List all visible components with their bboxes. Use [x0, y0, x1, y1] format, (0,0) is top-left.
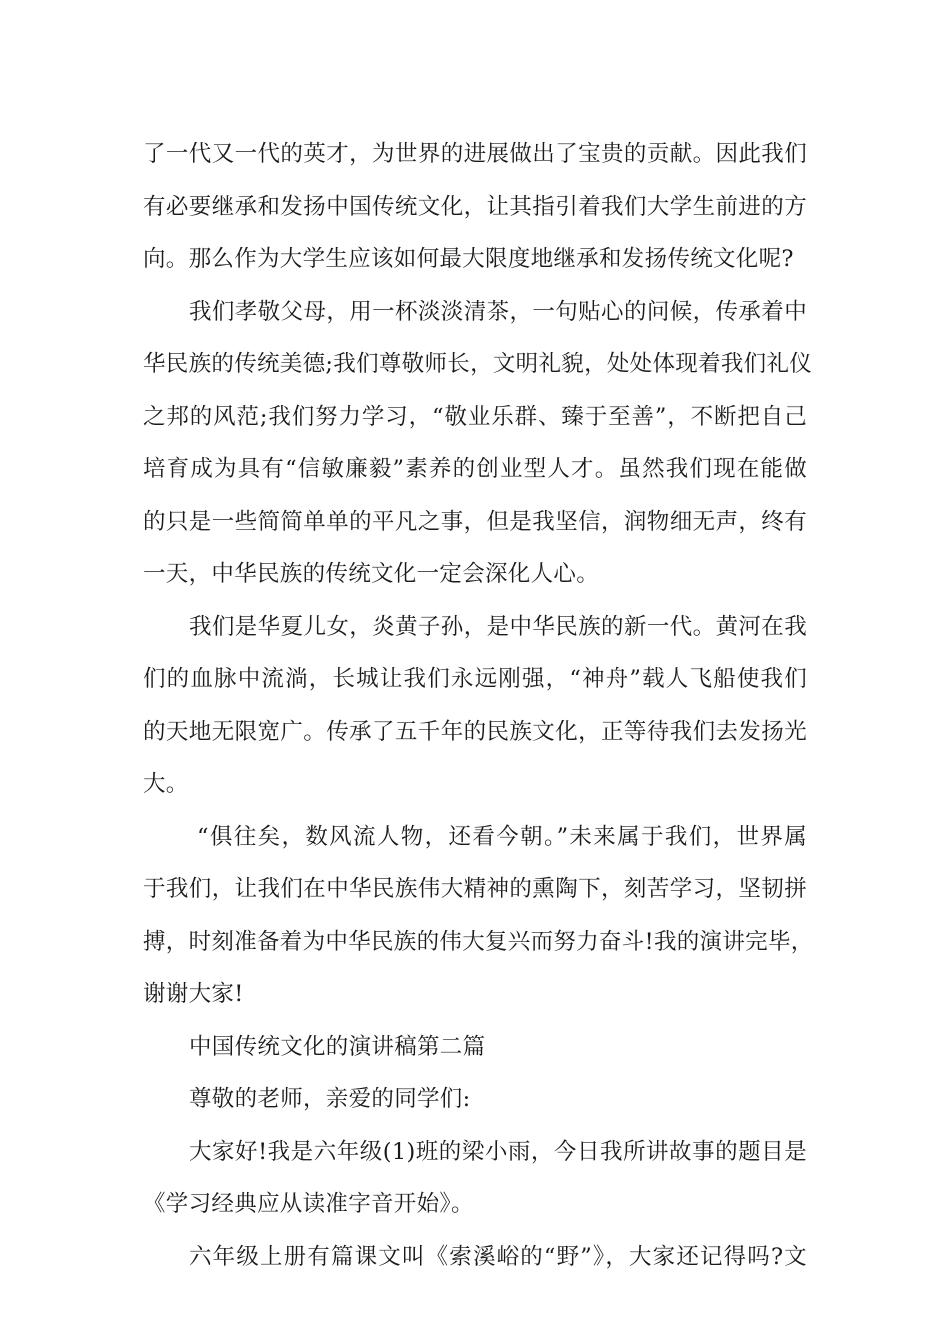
text-line: 有必要继承和发扬中国传统文化，让其指引着我们大学生前进的方: [143, 193, 807, 220]
text-line: 培育成为具有“信敏廉毅”素养的创业型人才。虽然我们现在能做: [143, 456, 807, 482]
text-line: 华民族的传统美德;我们尊敬师长，文明礼貌，处处体现着我们礼仪: [143, 351, 813, 377]
text-line: 了一代又一代的英才，为世界的进展做出了宝贵的贡献。因此我们: [143, 141, 807, 167]
text-line: 之邦的风范;我们努力学习，“敬业乐群、臻于至善”，不断把自己: [143, 403, 807, 430]
document-body: [143, 128, 814, 1283]
paragraph-start-line: 我们是华夏儿女，炎黄子孙，是中华民族的新一代。黄河在我: [189, 613, 807, 640]
salutation: 尊敬的老师，亲爱的同学们:: [189, 1086, 471, 1112]
text-line: 一天，中华民族的传统文化一定会深化人心。: [143, 561, 600, 587]
text-line: 于我们，让我们在中华民族伟大精神的熏陶下，刻苦学习，坚韧拼: [143, 876, 807, 902]
text-line: 的天地无限宽广。传承了五千年的民族文化，正等待我们去发扬光: [143, 718, 807, 745]
text-line: 大。: [143, 771, 189, 797]
section-title: 中国传统文化的演讲稿第二篇: [189, 1033, 486, 1060]
text-line: 《学习经典应从读准字音开始》。: [143, 1191, 474, 1217]
paragraph-start-line: 大家好!我是六年级(1)班的梁小雨，今日我所讲故事的题目是: [189, 1138, 807, 1165]
text-line: 搏，时刻准备着为中华民族的伟大复兴而努力奋斗!我的演讲完毕，: [143, 928, 814, 955]
text-line: 向。那么作为大学生应该如何最大限度地继承和发扬传统文化呢?: [143, 246, 794, 272]
paragraph-start-line: 我们孝敬父母，用一杯淡淡清茶，一句贴心的问候，传承着中: [189, 298, 807, 325]
paragraph-start-line: 六年级上册有篇课文叫《索溪峪的“野”》，大家还记得吗?文: [189, 1243, 807, 1270]
text-line: 的只是一些简简单单的平凡之事，但是我坚信，润物细无声，终有: [143, 508, 807, 535]
text-line: 谢谢大家!: [143, 981, 244, 1007]
text-line: 们的血脉中流淌，长城让我们永远刚强，“神舟”载人飞船使我们: [143, 666, 807, 692]
paragraph-start-line: “俱往矣，数风流人物，还看今朝。”未来属于我们，世界属: [197, 823, 807, 850]
